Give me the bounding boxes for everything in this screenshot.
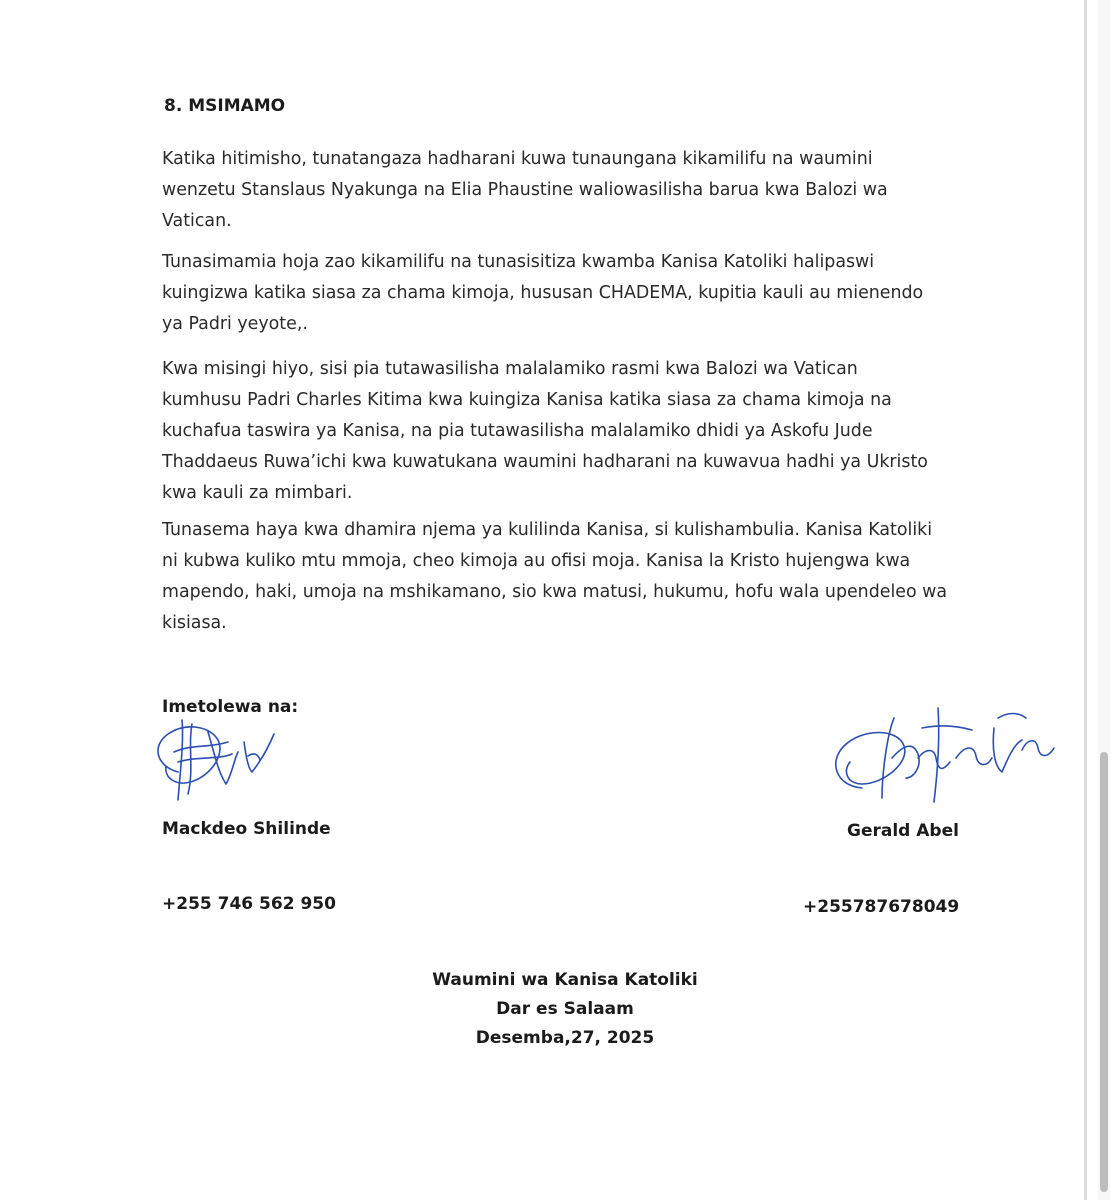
footer-organization: Waumini wa Kanisa Katoliki [432, 970, 698, 990]
page-edge-divider [1084, 0, 1087, 1200]
signature-right-icon [822, 698, 1067, 808]
issued-by-label: Imetolewa na: [162, 697, 299, 717]
signatory-phone-left: +255 746 562 950 [162, 894, 336, 914]
signatory-name-left: Mackdeo Shilinde [162, 819, 331, 839]
paragraph-conclusion: Katika hitimisho, tunatangaza hadharani kuwa tunaungana kikamilifu na waumini wenzetu Stanslaus Nyakunga na Elia Phaustine waliowasilisha barua kwa Balozi wa Vatican. [162, 149, 888, 231]
signature-left-icon [148, 712, 288, 802]
signatory-phone-right: +255787678049 [803, 897, 960, 917]
footer-date: Desemba,27, 2025 [475, 1028, 655, 1048]
signatory-name-right: Gerald Abel [847, 821, 959, 841]
section-heading: 8. MSIMAMO [164, 96, 286, 116]
paragraph-complaints: Kwa misingi hiyo, sisi pia tutawasilisha malalamiko rasmi kwa Balozi wa Vatican kumhusu Padri Charles Kitima kwa kuingiza Kanisa katika siasa za chama kimoja na kuchafua taswira ya Kanisa, na pia tutawasilisha malalamiko dhidi ya Askofu Jude Thaddaeus Ruwa’ichi kwa kuwatukana waumini hadharani na kuwavua hadhi ya Ukristo kwa kauli za mimbari. [162, 359, 928, 503]
paragraph-stance: Tunasimamia hoja zao kikamilifu na tunasisitiza kwamba Kanisa Katoliki halipaswi kuingizwa katika siasa za chama kimoja, hususan CHADEMA, kupitia kauli au mienendo ya Padri yeyote,. [162, 252, 924, 334]
footer-city: Dar es Salaam [496, 999, 634, 1019]
scrollbar-thumb[interactable] [1100, 752, 1108, 1192]
paragraph-intent: Tunasema haya kwa dhamira njema ya kulilinda Kanisa, si kulishambulia. Kanisa Katoliki ni kubwa kuliko mtu mmoja, cheo kimoja au ofisi moja. Kanisa la Kristo hujengwa kwa mapendo, haki, umoja na mshikamano, sio kwa matusi, hukumu, hofu wala upendeleo wa kisiasa. [162, 520, 948, 633]
